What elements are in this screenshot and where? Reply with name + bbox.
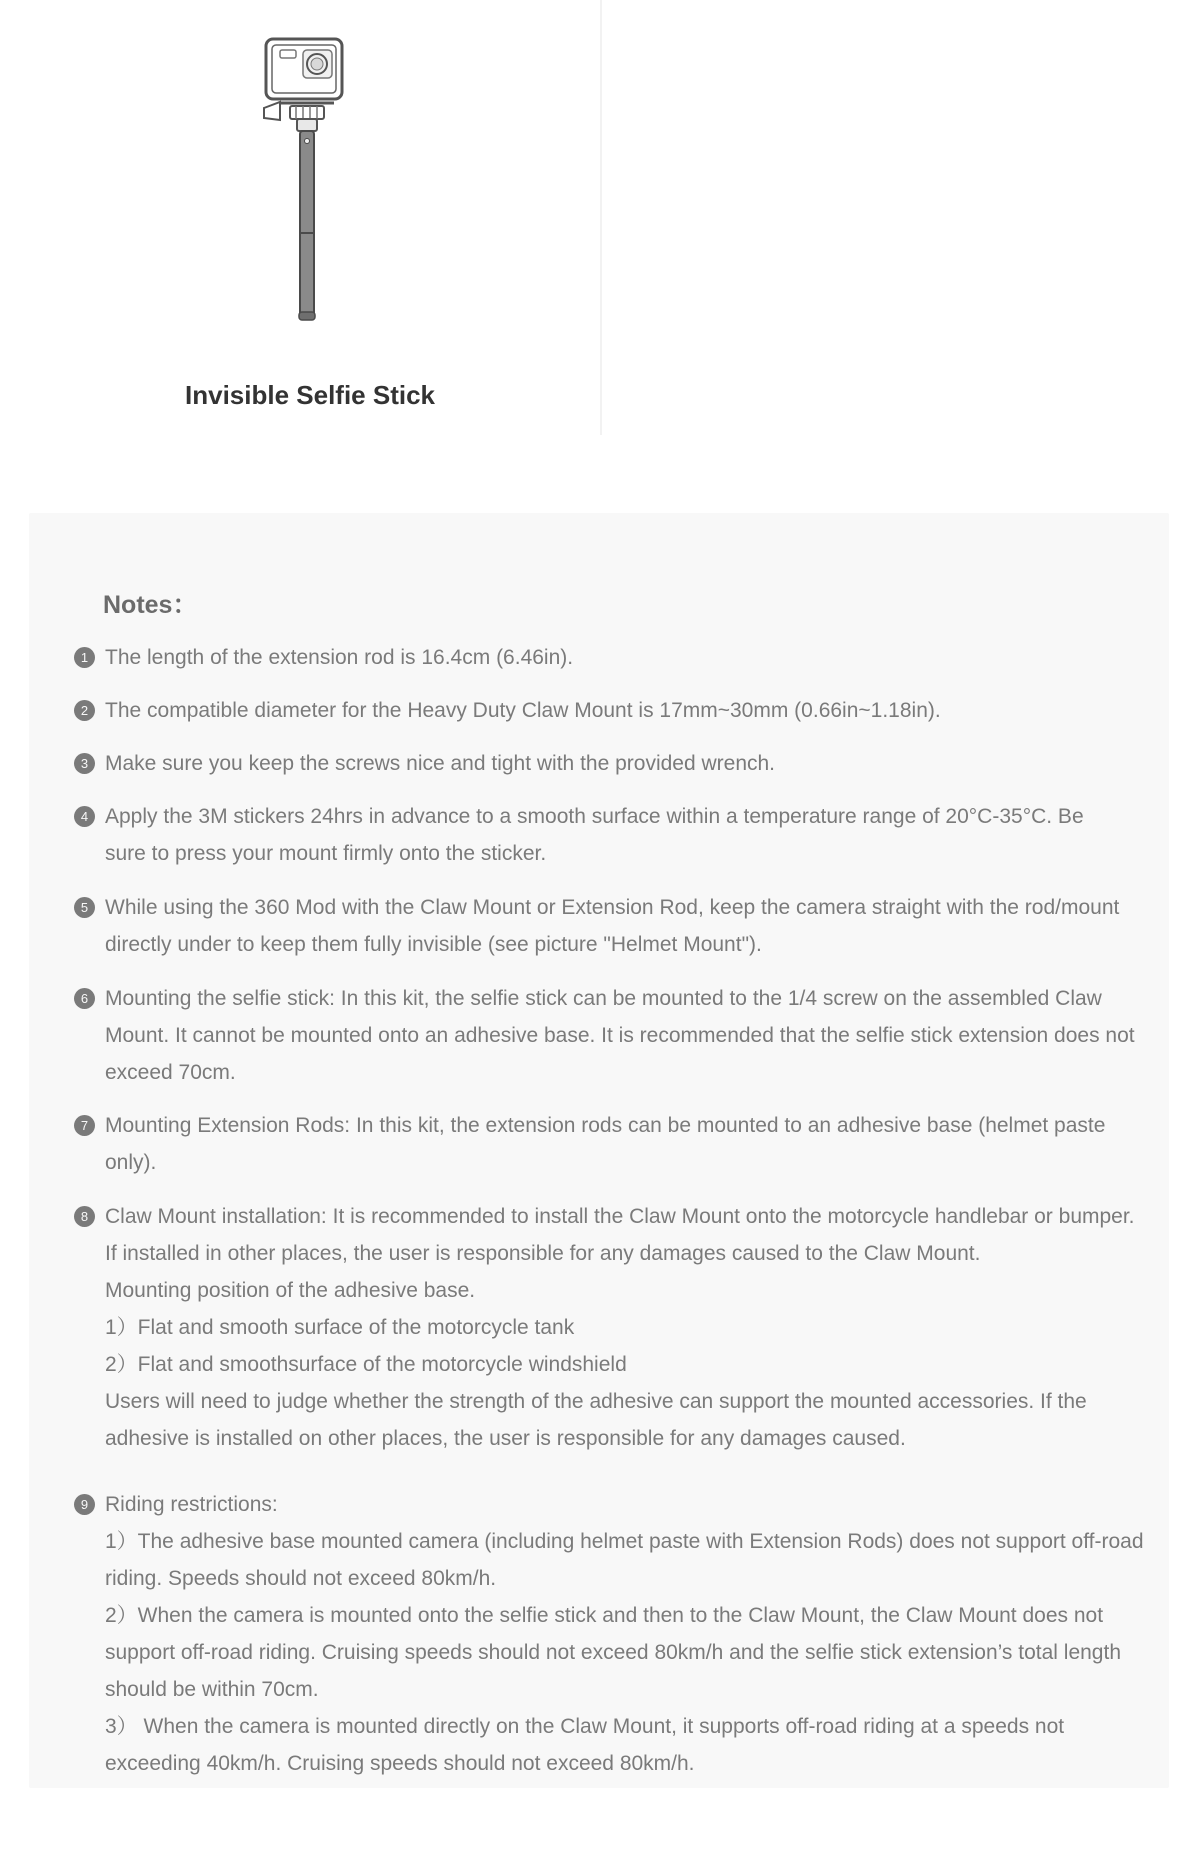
note-number-badge: 4 bbox=[74, 806, 95, 827]
note-line: Riding restrictions: bbox=[105, 1493, 278, 1516]
note-line: directly under to keep them fully invisible (see picture "Helmet Mount"). bbox=[105, 933, 762, 956]
note-number-badge: 3 bbox=[74, 753, 95, 774]
column-divider bbox=[600, 0, 602, 435]
note-line: If installed in other places, the user is responsible for any damages caused to the Claw Mount. bbox=[105, 1242, 981, 1265]
note-line: Make sure you keep the screws nice and tight with the provided wrench. bbox=[105, 752, 776, 775]
product-card bbox=[0, 0, 600, 440]
note-line: exceed 70cm. bbox=[105, 1061, 236, 1084]
note-number-badge: 9 bbox=[74, 1494, 95, 1515]
note-number-badge: 6 bbox=[74, 988, 95, 1009]
note-text bbox=[105, 889, 1165, 963]
note-line: sure to press your mount firmly onto the sticker. bbox=[105, 842, 547, 865]
note-line: adhesive is installed on other places, the user is responsible for any damages caused. bbox=[105, 1427, 906, 1450]
note-line: exceeding 40km/h. Cruising speeds should not exceed 80km/h. bbox=[105, 1752, 695, 1775]
note-line: 1）Flat and smooth surface of the motorcycle tank bbox=[105, 1316, 575, 1339]
note-line: riding. Speeds should not exceed 80km/h. bbox=[105, 1567, 497, 1590]
note-line: support off-road riding. Cruising speeds should not exceed 80km/h and the selfie stick extension’s total length bbox=[105, 1641, 1121, 1664]
note-line: The length of the extension rod is 16.4cm (6.46in). bbox=[105, 646, 574, 669]
note-line: Mounting the selfie stick: In this kit, the selfie stick can be mounted to the 1/4 screw on the assembled Claw bbox=[105, 987, 1102, 1010]
note-text bbox=[105, 745, 1165, 782]
note-text bbox=[105, 980, 1165, 1091]
notes-title: Notes： bbox=[103, 591, 198, 619]
note-text bbox=[105, 639, 1165, 676]
note-number-badge: 2 bbox=[74, 700, 95, 721]
note-text bbox=[105, 1198, 1165, 1457]
note-line: Claw Mount installation: It is recommended to install the Claw Mount onto the motorcycle handlebar or bumper. bbox=[105, 1205, 1135, 1228]
note-line: The compatible diameter for the Heavy Duty Claw Mount is 17mm~30mm (0.66in~1.18in). bbox=[105, 699, 941, 722]
note-line: While using the 360 Mod with the Claw Mount or Extension Rod, keep the camera straight with the rod/mount bbox=[105, 896, 1120, 919]
note-number-badge: 1 bbox=[74, 647, 95, 668]
note-line: 3） When the camera is mounted directly on the Claw Mount, it supports off-road riding at a speeds not bbox=[105, 1715, 1065, 1738]
product-section bbox=[0, 0, 1200, 440]
note-line: 1）The adhesive base mounted camera (including helmet paste with Extension Rods) does not support off-road bbox=[105, 1530, 1144, 1553]
note-line: Mount. It cannot be mounted onto an adhesive base. It is recommended that the selfie stick extension does not bbox=[105, 1024, 1135, 1047]
note-line: only). bbox=[105, 1151, 157, 1174]
note-number-badge: 5 bbox=[74, 897, 95, 918]
note-text bbox=[105, 692, 1165, 729]
note-number-badge: 8 bbox=[74, 1206, 95, 1227]
notes-panel bbox=[29, 513, 1169, 1788]
note-line: should be within 70cm. bbox=[105, 1678, 319, 1701]
note-line: Mounting position of the adhesive base. bbox=[105, 1279, 476, 1302]
note-line: Apply the 3M stickers 24hrs in advance to a smooth surface within a temperature range of 20°C-35°C. Be bbox=[105, 805, 1084, 828]
note-text bbox=[105, 1486, 1165, 1782]
product-title: Invisible Selfie Stick bbox=[185, 380, 435, 410]
note-number-badge: 7 bbox=[74, 1115, 95, 1136]
note-line: 2）Flat and smoothsurface of the motorcycle windshield bbox=[105, 1353, 627, 1376]
selfie-stick-camera-icon bbox=[250, 30, 370, 330]
note-line: Mounting Extension Rods: In this kit, the extension rods can be mounted to an adhesive base (helmet paste bbox=[105, 1114, 1106, 1137]
note-line: 2）When the camera is mounted onto the selfie stick and then to the Claw Mount, the Claw Mount does not bbox=[105, 1604, 1104, 1627]
note-line: Users will need to judge whether the strength of the adhesive can support the mounted accessories. If the bbox=[105, 1390, 1087, 1413]
note-text bbox=[105, 798, 1165, 872]
note-text bbox=[105, 1107, 1165, 1181]
